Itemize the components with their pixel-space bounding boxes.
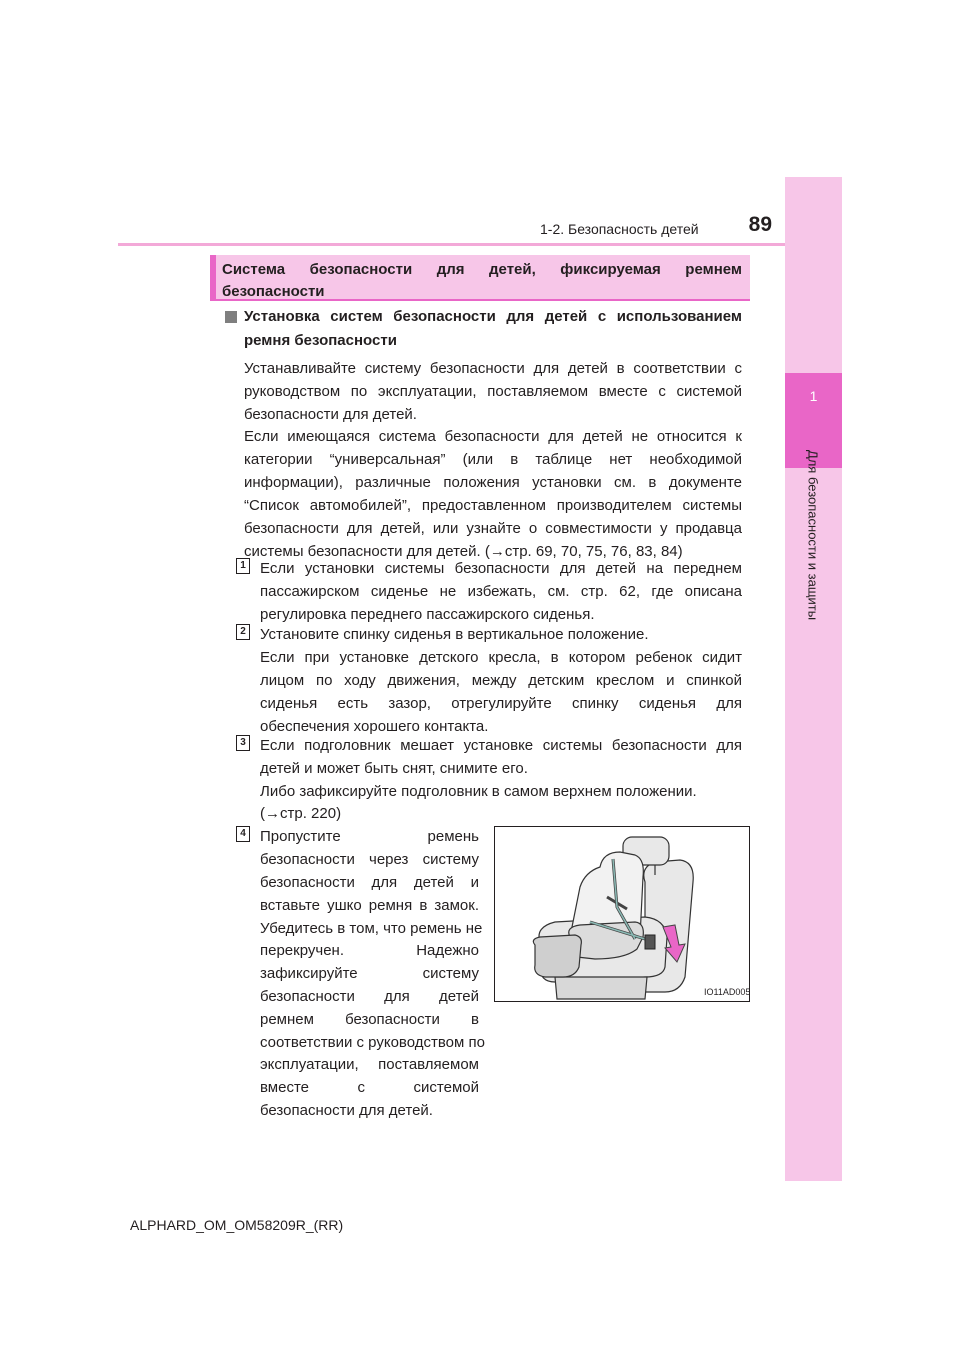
step2-line: сиденья есть зазор, отрегулируйте спинку сиденья для [260, 695, 742, 712]
step4-line: безопасности для детей. [260, 1102, 433, 1119]
chapter-side-tab [785, 177, 842, 1181]
step1-line: Если установки системы безопасности для детей на переднем [260, 560, 742, 577]
paragraph2-line: “Список автомобилей”, предоставленном производителем системы [244, 497, 742, 514]
paragraph2-line: категории “универсальная” (или в таблице нет необходимой [244, 451, 742, 468]
paragraph1-line: безопасности для детей. [244, 406, 417, 423]
step3-line: (→стр. 220) [260, 805, 342, 822]
step3-line: детей и может быть снят, снимите его. [260, 760, 528, 777]
child-seat-illustration [494, 826, 750, 1002]
step2-line: обеспечения хорошего контакта. [260, 718, 489, 735]
paragraph2-line: безопасности для детей, или узнайте о совместимости у продавца [244, 520, 742, 537]
step4-line: перекручен. Надежно [260, 942, 479, 959]
step4-line: Пропустите ремень [260, 828, 479, 845]
paragraph1-line: Устанавливайте систему безопасности для детей в соответствии с [244, 360, 742, 377]
step-number-box: 4 [236, 826, 250, 842]
subheading-square-icon [225, 311, 237, 323]
step-number-box: 1 [236, 558, 250, 574]
step4-line: зафиксируйте систему [260, 965, 479, 982]
step3-line: Если подголовник мешает установке системы безопасности для [260, 737, 742, 754]
step2-line: Установите спинку сиденья в вертикальное положение. [260, 626, 649, 643]
step1-line: пассажирском сиденье не избежать, см. стр. 62, где описана [260, 583, 742, 600]
step4-line: Убедитесь в том, что ремень не [260, 920, 483, 937]
step4-line: вместе с системой [260, 1079, 479, 1096]
step4-line: соответствии с руководством по [260, 1034, 485, 1051]
chapter-number: 1 [809, 388, 818, 404]
section-heading-line1: Система безопасности для детей, фиксируемая ремнем [222, 261, 742, 278]
step4-line: эксплуатации, поставляемом [260, 1056, 479, 1073]
subheading-line2: ремня безопасности [244, 332, 397, 349]
figure-code: IO11AD005 [704, 987, 751, 997]
page-number: 89 [748, 213, 772, 236]
step1-line: регулировка переднего пассажирского сиденья. [260, 606, 595, 623]
step2-line: Если при установке детского кресла, в котором ребенок сидит [260, 649, 742, 666]
step2-line: лицом по ходу движения, между детским креслом и спинкой [260, 672, 742, 689]
paragraph2-line: системы безопасности для детей. (→стр. 69, 70, 75, 76, 83, 84) [244, 543, 683, 560]
header-rule [118, 243, 842, 246]
step-number-box: 3 [236, 735, 250, 751]
section-heading-line2: безопасности [222, 283, 325, 300]
step3-line: Либо зафиксируйте подголовник в самом верхнем положении. [260, 783, 697, 800]
section-title: 1-2. Безопасность детей [540, 221, 699, 237]
paragraph1-line: руководством по эксплуатации, поставляемом вместе с системой [244, 383, 742, 400]
subheading-line1: Установка систем безопасности для детей с использованием [244, 308, 742, 325]
step4-line: безопасности для детей и [260, 874, 479, 891]
child-seat-drawing [495, 827, 749, 1001]
step-number-box: 2 [236, 624, 250, 640]
step4-line: вставьте ушко ремня в замок. [260, 897, 479, 914]
step4-line: безопасности через систему [260, 851, 479, 868]
chapter-title: Для безопасности и защиты [805, 449, 821, 621]
paragraph2-line: информации), различные положения установки см. в документе [244, 474, 742, 491]
document-code: ALPHARD_OM_OM58209R_(RR) [130, 1217, 344, 1233]
step4-line: безопасности для детей [260, 988, 479, 1005]
step4-line: ремнем безопасности в [260, 1011, 479, 1028]
paragraph2-line: Если имеющаяся система безопасности для детей не относится к [244, 428, 742, 445]
